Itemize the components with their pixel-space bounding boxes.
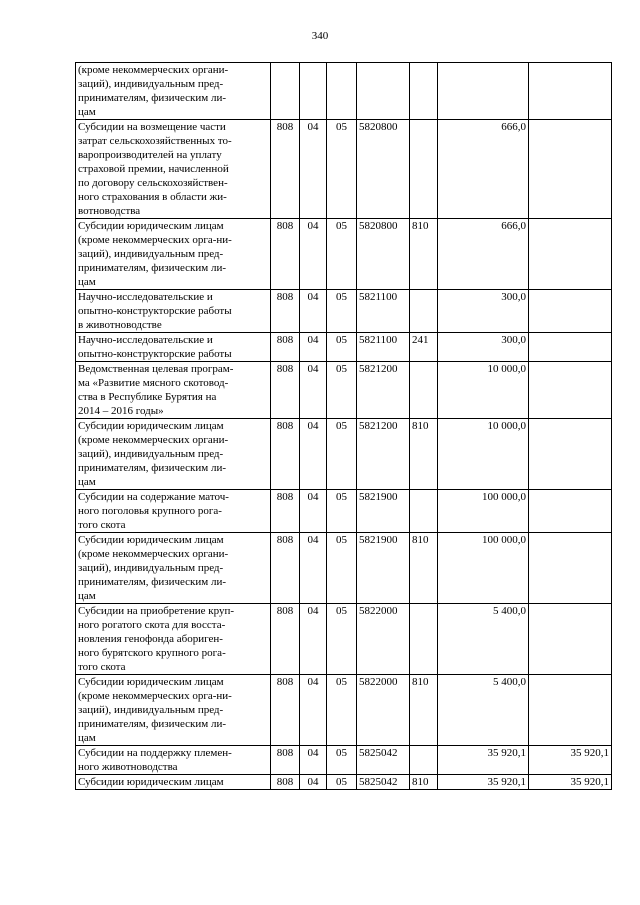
cell-amount-federal [529,219,612,290]
cell-name: Ведомственная целевая програм- ма «Развитие мясного скотовод- ства в Республике Бурятия на 2014 – 2016 годы» [76,362,271,419]
cell-section-code [300,63,327,120]
cell-section-code: 04 [300,490,327,533]
table-row [76,290,612,333]
cell-section-code: 04 [300,675,327,746]
cell-name: Субсидии на поддержку племен- ного животноводства [76,746,271,775]
cell-subsection-code: 05 [327,746,357,775]
table-row [76,775,612,790]
cell-expense-type: 810 [410,533,438,604]
table-row [76,219,612,290]
cell-name: Субсидии юридическим лицам [76,775,271,790]
cell-amount: 35 920,1 [438,746,529,775]
cell-ministry-code: 808 [271,333,300,362]
cell-section-code: 04 [300,362,327,419]
cell-ministry-code: 808 [271,120,300,219]
cell-target-code: 5822000 [357,604,410,675]
cell-amount: 35 920,1 [438,775,529,790]
cell-subsection-code: 05 [327,419,357,490]
cell-expense-type: 810 [410,775,438,790]
cell-section-code: 04 [300,775,327,790]
cell-ministry-code: 808 [271,490,300,533]
cell-target-code [357,63,410,120]
cell-expense-type [410,120,438,219]
cell-target-code: 5825042 [357,775,410,790]
cell-target-code: 5820800 [357,219,410,290]
cell-amount-federal [529,490,612,533]
cell-name: Научно-исследовательские и опытно-конструкторские работы [76,333,271,362]
cell-subsection-code: 05 [327,290,357,333]
cell-amount-federal [529,120,612,219]
cell-amount-federal [529,63,612,120]
cell-amount: 666,0 [438,219,529,290]
table-row [76,419,612,490]
cell-target-code: 5822000 [357,675,410,746]
cell-ministry-code: 808 [271,675,300,746]
cell-ministry-code: 808 [271,362,300,419]
cell-ministry-code: 808 [271,604,300,675]
cell-section-code: 04 [300,604,327,675]
cell-ministry-code: 808 [271,290,300,333]
table-row [76,675,612,746]
cell-subsection-code: 05 [327,604,357,675]
cell-ministry-code: 808 [271,219,300,290]
cell-ministry-code: 808 [271,746,300,775]
budget-table [75,62,612,790]
cell-section-code: 04 [300,419,327,490]
cell-amount: 100 000,0 [438,533,529,604]
cell-target-code: 5825042 [357,746,410,775]
cell-expense-type [410,362,438,419]
cell-amount: 666,0 [438,120,529,219]
cell-subsection-code: 05 [327,533,357,604]
table-row [76,63,612,120]
cell-expense-type [410,604,438,675]
page-number: 340 [311,30,329,42]
cell-subsection-code: 05 [327,120,357,219]
cell-name: Субсидии на возмещение части затрат сельскохозяйственных то- варопроизводителей на уплату страховой премии, начисленной по договору сельскохозяйствен- ного страхования в области жи- вотноводства [76,120,271,219]
cell-name: Субсидии на приобретение круп- ного рогатого скота для восста- новления генофонда абориген- ного бурятского крупного рога- того скота [76,604,271,675]
table-row [76,490,612,533]
cell-subsection-code: 05 [327,775,357,790]
cell-amount-federal: 35 920,1 [529,746,612,775]
cell-target-code: 5821200 [357,362,410,419]
cell-ministry-code: 808 [271,533,300,604]
cell-name: Научно-исследовательские и опытно-конструкторские работы в животноводстве [76,290,271,333]
cell-ministry-code [271,63,300,120]
cell-name: (кроме некоммерческих органи- заций), индивидуальным пред- принимателям, физическим ли- цам [76,63,271,120]
cell-name: Субсидии юридическим лицам (кроме некоммерческих органи- заций), индивидуальным пред- принимателям, физическим ли- цам [76,419,271,490]
cell-target-code: 5821100 [357,333,410,362]
cell-expense-type: 241 [410,333,438,362]
cell-target-code: 5821100 [357,290,410,333]
cell-name: Субсидии на содержание маточ- ного поголовья крупного рога- того скота [76,490,271,533]
table-row [76,333,612,362]
cell-section-code: 04 [300,120,327,219]
cell-expense-type [410,490,438,533]
cell-subsection-code: 05 [327,490,357,533]
cell-amount [438,63,529,120]
cell-amount: 10 000,0 [438,362,529,419]
cell-amount: 300,0 [438,290,529,333]
cell-section-code: 04 [300,290,327,333]
cell-ministry-code: 808 [271,775,300,790]
cell-amount-federal [529,675,612,746]
cell-expense-type: 810 [410,419,438,490]
table-row [76,120,612,219]
cell-section-code: 04 [300,533,327,604]
cell-amount: 100 000,0 [438,490,529,533]
cell-subsection-code [327,63,357,120]
cell-amount: 5 400,0 [438,604,529,675]
cell-target-code: 5820800 [357,120,410,219]
table-row [76,604,612,675]
cell-name: Субсидии юридическим лицам (кроме некоммерческих орга-ни- заций), индивидуальным пред- принимателям, физическим ли- цам [76,675,271,746]
cell-subsection-code: 05 [327,219,357,290]
cell-name: Субсидии юридическим лицам (кроме некоммерческих орга-ни- заций), индивидуальным пред- принимателям, физическим ли- цам [76,219,271,290]
table-row [76,362,612,419]
cell-amount-federal [529,533,612,604]
cell-subsection-code: 05 [327,333,357,362]
cell-section-code: 04 [300,333,327,362]
cell-subsection-code: 05 [327,362,357,419]
cell-subsection-code: 05 [327,675,357,746]
cell-expense-type [410,746,438,775]
cell-expense-type [410,63,438,120]
cell-target-code: 5821900 [357,490,410,533]
cell-section-code: 04 [300,219,327,290]
cell-section-code: 04 [300,746,327,775]
cell-target-code: 5821200 [357,419,410,490]
cell-expense-type: 810 [410,675,438,746]
cell-amount-federal [529,419,612,490]
cell-expense-type: 810 [410,219,438,290]
table-row [76,533,612,604]
cell-amount: 5 400,0 [438,675,529,746]
cell-amount: 300,0 [438,333,529,362]
cell-name: Субсидии юридическим лицам (кроме некоммерческих органи- заций), индивидуальным пред- принимателям, физическим ли- цам [76,533,271,604]
cell-amount-federal [529,604,612,675]
cell-ministry-code: 808 [271,419,300,490]
cell-amount-federal [529,362,612,419]
cell-amount-federal [529,333,612,362]
table-row [76,746,612,775]
cell-amount-federal: 35 920,1 [529,775,612,790]
cell-target-code: 5821900 [357,533,410,604]
cell-expense-type [410,290,438,333]
cell-amount-federal [529,290,612,333]
cell-amount: 10 000,0 [438,419,529,490]
